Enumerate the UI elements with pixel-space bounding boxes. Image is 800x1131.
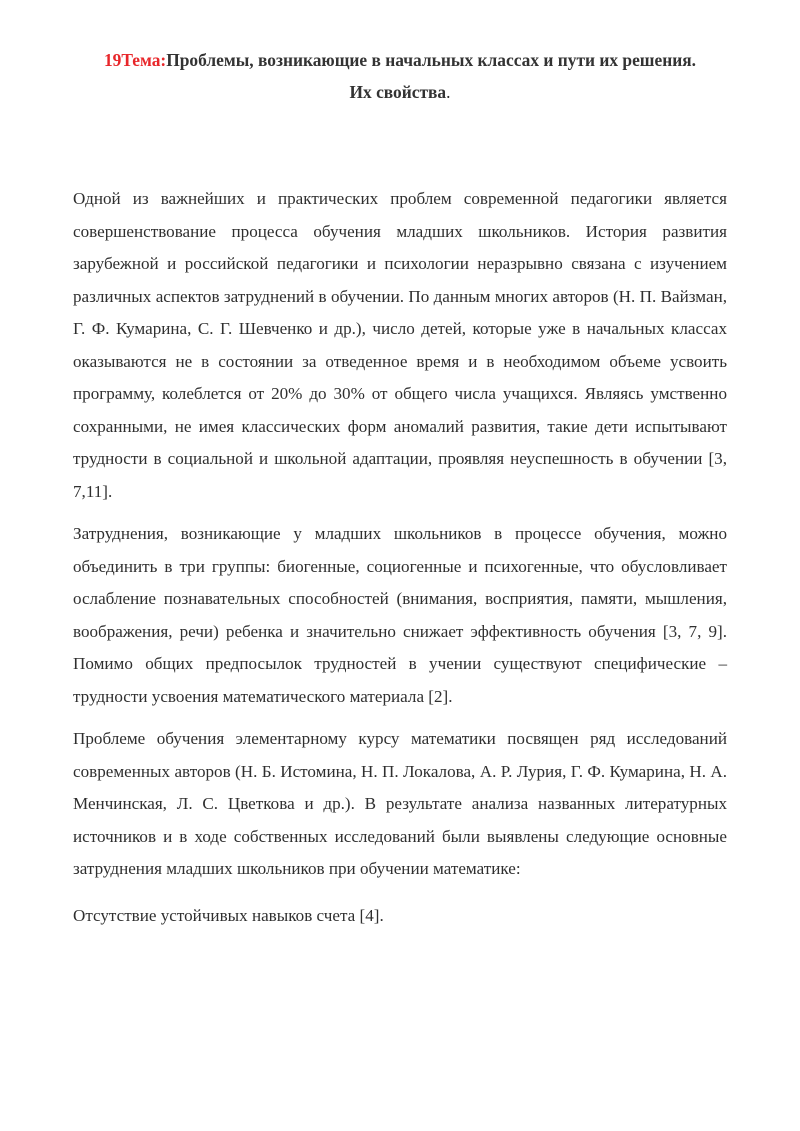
title-line-1: Проблемы, возникающие в начальных классах и пути их решения.: [166, 50, 697, 70]
paragraph-counting-skills: Отсутствие устойчивых навыков счета [4].: [73, 905, 384, 925]
document-page: [73, 44, 727, 942]
paragraph-research: Проблеме обучения элементарному курсу математики посвящен ряд исследований современных авторов (Н. Б. Истомина, Н. П. Локалова, А. Р. Лурия, Г. Ф. Кумарина, Н. А. Менчинская, Л. С. Цветкова и др.). В результате анализа названных литературных источников и в ходе собственных исследований были выявлены следующие основные затруднения младших школьников при обучении математике:: [73, 729, 727, 878]
page-title: [73, 44, 727, 108]
title-period: .: [446, 82, 451, 102]
paragraph-difficulties: Затруднения, возникающие у младших школьников в процессе обучения, можно объединить в три группы: биогенные, социогенные и психогенные, что обусловливает ослабление познавательных способностей (внимания, восприятия, памяти, мышления, воображения, речи) ребенка и значительно снижает эффективность обучения [3, 7, 9]. Помимо общих предпосылок трудностей в учении существуют специфические – трудности усвоения математического материала [2].: [73, 524, 727, 706]
title-line-2: Их свойства: [349, 82, 447, 102]
body-text: [73, 183, 727, 932]
title-label: Тема:: [121, 50, 167, 70]
title-number: 19: [103, 50, 122, 70]
paragraph-intro: Одной из важнейших и практических проблем современной педагогики является совершенствование процесса обучения младших школьников. История развития зарубежной и российской педагогики и психологии неразрывно связана с изучением различных аспектов затруднений в обучении. По данным многих авторов (Н. П. Вайзман, Г. Ф. Кумарина, С. Г. Шевченко и др.), число детей, которые уже в начальных классах оказываются не в состоянии за отведенное время и в необходимом объеме усвоить программу, колеблется от 20% до 30% от общего числа учащихся. Являясь умственно сохранными, не имея классических форм аномалий развития, такие дети испытывают трудности в социальной и школьной адаптации, проявляя неуспешность в обучении [3, 7,11].: [73, 189, 727, 501]
